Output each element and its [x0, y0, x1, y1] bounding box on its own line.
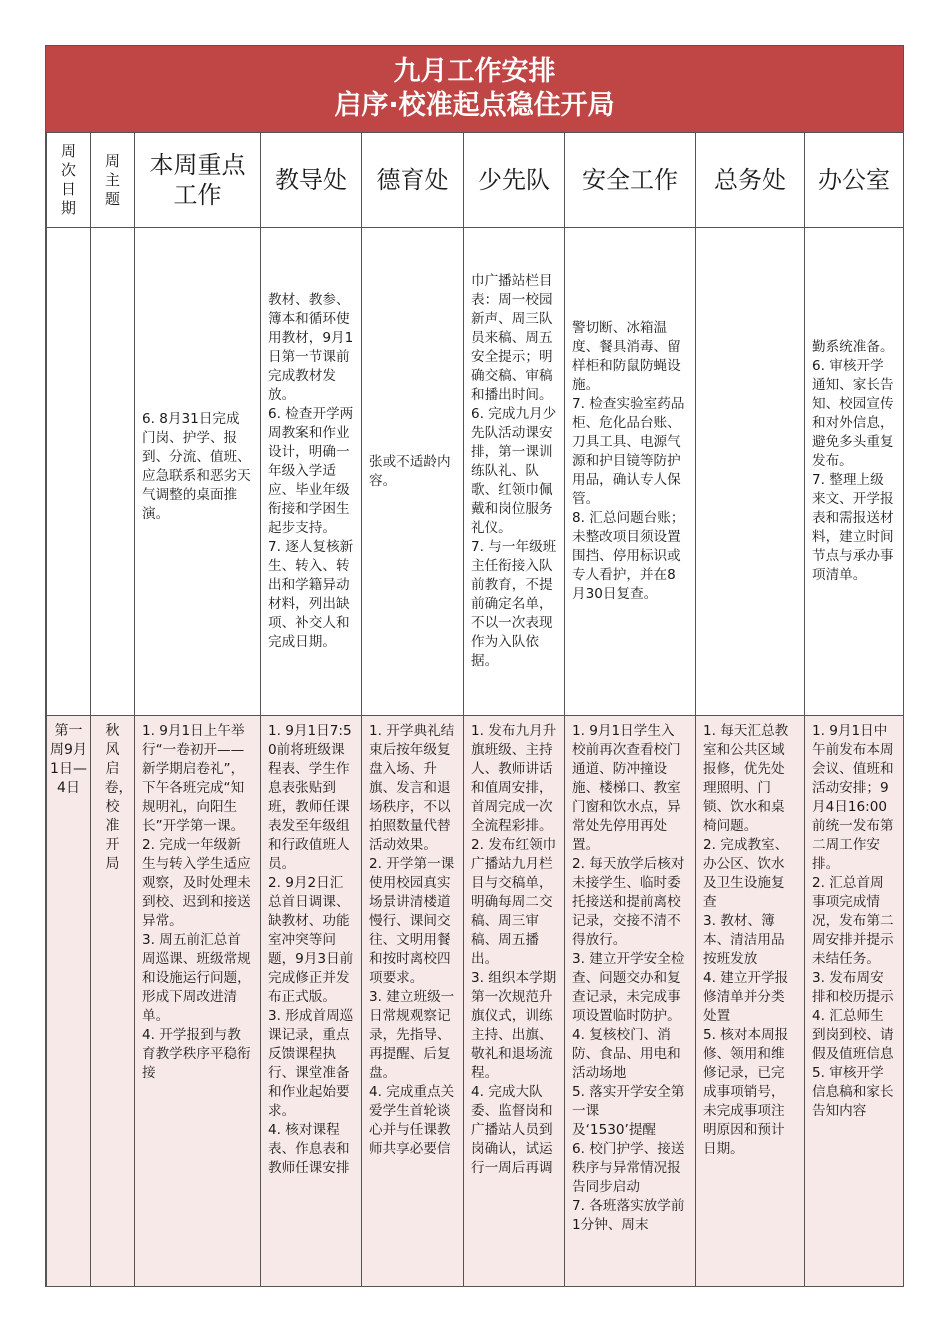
header-focus-label: 本周重点工作 — [149, 151, 246, 209]
row2-week-date-text: 第一周9月1日—4日 — [50, 723, 87, 796]
row1-pioneers-text: 巾广播站栏目表：周一校园新声、周三队员来稿、周五安全提示；明确交稿、审稿和播出时间。 6. 完成九月少先队活动课安排，第一课训练队礼、队歌、红领巾佩戴和岗位服务礼仪。 7. 与一年级班主任衔接入队前教育，不提前确定名单，不以一次表现作为入队依据。 — [471, 273, 557, 669]
header-theme — [91, 133, 135, 228]
row1-week-date — [47, 228, 91, 716]
row2-teaching — [261, 716, 362, 1287]
row2-safety — [565, 716, 696, 1287]
row2-office — [805, 716, 904, 1287]
row2-moral-text: 1. 开学典礼结束后按年级复盘入场、升旗、发言和退场秩序，不以拍照数量代替活动效果。 2. 开学第一课使用校园真实场景讲清楼道慢行、课间交往、文明用餐和按时离校四项要求。 3. 建立班级一日常规观察记录，先指导、再提醒、后复盘。 4. 完成重点关爱学生首轮谈心并与任课教师共享必要信 — [369, 723, 455, 1157]
row2-general-text: 1. 每天汇总教室和公共区域报修，优先处理照明、门锁、饮水和桌椅问题。 2. 完成教室、办公区、饮水及卫生设施复查 3. 教材、簿本、清洁用品按班发放 4. 建立开学报修清单并分类处置 5. 核对本周报修、领用和维修记录，已完成事项销号，未完成事项注明原因和预计日期。 — [703, 723, 789, 1157]
header-focus — [135, 133, 261, 228]
table-row — [47, 716, 904, 1287]
row1-safety — [565, 228, 696, 716]
header-office: 办公室 — [805, 133, 904, 228]
row1-moral — [362, 228, 464, 716]
row1-focus — [135, 228, 261, 716]
row1-week-date-text — [47, 228, 90, 234]
row2-teaching-text: 1. 9月1日7:50前将班级课程表、学生作息表张贴到班，教师任课表发至年级组和行政值班人员。 2. 9月2日汇总首日调课、缺教材、功能室冲突等问题，9月3日前完成修正并发布正式版。 3. 形成首周巡课记录，重点反馈课程执行、课堂准备和作业起始要求。 4. 核对课程表、作息表和教师任课安排 — [268, 723, 354, 1176]
header-pioneers: 少先队 — [464, 133, 565, 228]
table-row — [47, 228, 904, 716]
row1-office-text: 勤系统准备。 6. 审核开学通知、家长告知、校园宣传和对外信息，避免多头重复发布。 7. 整理上级来文、开学报表和需报送材料，建立时间节点与承办事项清单。 — [812, 339, 894, 583]
row1-teaching-text: 教材、教参、簿本和循环使用教材，9月1日第一节课前完成教材发放。 6. 检查开学两周教案和作业设计，明确一年级入学适应、毕业年级衔接和学困生起步支持。 7. 逐人复核新生、转入、转出和学籍异动材料，列出缺项、补交人和完成日期。 — [268, 292, 354, 650]
header-week-date-label: 周次日期 — [60, 142, 76, 217]
header-theme-label: 周主题 — [104, 151, 120, 208]
row1-theme-text — [91, 228, 134, 234]
row1-focus-text: 6. 8月31日完成门岗、护学、报到、分流、值班、应急联系和恶劣天气调整的桌面推演。 — [142, 410, 251, 522]
row2-pioneers — [464, 716, 565, 1287]
schedule-sheet — [45, 45, 904, 1287]
row1-teaching — [261, 228, 362, 716]
page-subtitle: 启序·校准起点稳住开局 — [334, 90, 615, 121]
header-week-date — [47, 133, 91, 228]
row1-general — [696, 228, 805, 716]
row2-theme-text: 秋风启卷，校准开局 — [104, 723, 133, 872]
row2-theme — [91, 716, 135, 1287]
header-teaching: 教导处 — [261, 133, 362, 228]
row1-office — [805, 228, 904, 716]
row2-week-date — [47, 716, 91, 1287]
row2-focus-text: 1. 9月1日上午举行“一卷初开——新学期启卷礼”，下午各班完成“知规明礼，向阳生长”开学第一课。 2. 完成一年级新生与转入学生适应观察，及时处理未到校、迟到和接送异常。 3. 周五前汇总首周巡课、班级常规和设施运行问题，形成下周改进清单。 4. 开学报到与教育教学秩序平稳衔接 — [142, 723, 251, 1081]
row2-moral — [362, 716, 464, 1287]
row2-office-text: 1. 9月1日中午前发布本周会议、值班和活动安排；9月4日16:00前统一发布第二周工作安排。 2. 汇总首周事项完成情况，发布第二周安排并提示未结任务。 3. 发布周安排和校历提示 4. 汇总师生到岗到校、请假及值班信息 5. 审核开学信息稿和家长告知内容 — [812, 723, 894, 1119]
header-moral: 德育处 — [362, 133, 464, 228]
row1-safety-text: 警切断、冰箱温度、餐具消毒、留样柜和防鼠防蝇设施。 7. 检查实验室药品柜、危化品台账、刀具工具、电源气源和护目镜等防护用品，确认专人保管。 8. 汇总问题台账；未整改项目须设置围挡、停用标识或专人看护，并在8月30日复查。 — [572, 320, 685, 602]
row1-pioneers — [464, 228, 565, 716]
row2-focus — [135, 716, 261, 1287]
header-row — [47, 133, 904, 228]
page-title: 九月工作安排 — [393, 56, 556, 87]
schedule-table — [46, 132, 904, 1287]
row1-theme — [91, 228, 135, 716]
header-general: 总务处 — [696, 133, 805, 228]
row1-moral-text: 张或不适龄内容。 — [369, 453, 451, 489]
title-banner — [46, 46, 903, 132]
row1-general-text — [696, 228, 804, 234]
row2-general — [696, 716, 805, 1287]
header-safety: 安全工作 — [565, 133, 696, 228]
row2-safety-text: 1. 9月1日学生入校前再次查看校门通道、防冲撞设施、楼梯口、教室门窗和饮水点，异常处先停用再处置。 2. 每天放学后核对未接学生、临时委托接送和提前离校记录，交接不清不得放行。 3. 建立开学安全检查、问题交办和复查记录，未完成事项设置临时防护。 4. 复核校门、消防、食品、用电和活动场地 5. 落实开学安全第一课 及‘1530’提醒 6. 校门护学、接送秩序与异常情况报告同步启动 7. 各班落实放学前1分钟、周末 — [572, 723, 685, 1233]
row2-pioneers-text: 1. 发布九月升旗班级、主持人、教师讲话和值周安排，首周完成一次全流程彩排。 2. 发布红领巾广播站九月栏目与交稿单，明确每周二交稿、周三审稿、周五播出。 3. 组织本学期第一次规范升旗仪式，训练主持、出旗、敬礼和退场流程。 4. 完成大队委、监督岗和广播站人员到岗确认，试运行一周后再调 — [471, 723, 557, 1176]
